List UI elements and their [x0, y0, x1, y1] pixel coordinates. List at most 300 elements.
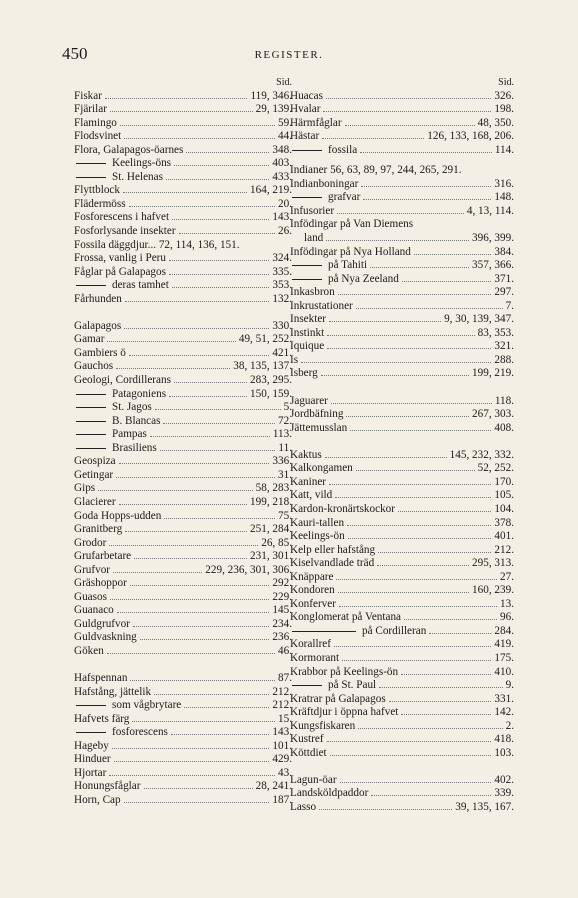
dot-leader [124, 320, 269, 329]
entry-term-text: Kelp eller hafstång [290, 543, 376, 556]
index-entry [290, 693, 514, 707]
entry-term-text: St. Helenas [112, 170, 163, 183]
index-entry [290, 666, 514, 680]
entry-term-text: som vågbrytare [112, 699, 182, 712]
entry-pages: 148. [494, 191, 514, 204]
entry-term [74, 469, 113, 483]
entry-term [74, 740, 109, 754]
entry-term-text: Grufarbetare [74, 550, 132, 563]
entry-term [290, 259, 367, 273]
entry-term [74, 604, 114, 618]
dot-leader [174, 374, 247, 383]
entry-pages: 43. [278, 766, 292, 779]
index-entry [290, 476, 514, 490]
entry-term [74, 523, 122, 537]
dot-leader [402, 273, 492, 282]
entry-term-text: Kräftdjur i öppna hafvet [290, 706, 399, 719]
entry-pages: 27. [500, 570, 514, 583]
index-entry [290, 259, 514, 273]
index-entry [290, 774, 514, 788]
entry-pages: 292. [272, 577, 292, 590]
entry-term [290, 557, 374, 571]
dot-leader [184, 699, 269, 708]
entry-term-text: Fjärilar [74, 103, 107, 116]
entry-pages: 46. [278, 644, 292, 657]
entry-pages: 132. [272, 292, 292, 305]
index-entry [290, 313, 514, 327]
entry-term [290, 218, 413, 232]
dot-leader [140, 631, 270, 640]
entry-term-text: Instinkt [290, 326, 325, 339]
dot-leader [389, 693, 492, 702]
entry-term [74, 510, 161, 524]
dot-leader [361, 178, 491, 187]
entry-pages: 145. [272, 604, 292, 617]
entry-pages: 105. [494, 489, 514, 502]
entry-term [290, 747, 327, 761]
repeat-dash [292, 265, 322, 266]
entry-term-text: Hageby [74, 739, 109, 752]
entry-term-text: på Nya Zeeland [328, 272, 399, 285]
entry-term-text: Gauchos [74, 360, 114, 373]
entry-term [290, 611, 401, 625]
entry-pages: 316. [494, 177, 514, 190]
dot-leader [327, 340, 491, 349]
entry-pages: 421. [272, 346, 292, 359]
entry-term-text: Kustref [290, 733, 324, 746]
dot-leader [154, 686, 269, 695]
entry-term-text: Geologi, Cordillerans [74, 374, 171, 387]
entry-term [290, 354, 298, 368]
entry-term [290, 191, 360, 205]
entry-term [290, 449, 322, 463]
repeat-dash [76, 394, 106, 395]
entry-term-text: på St. Paul [328, 679, 377, 692]
index-entry [74, 794, 292, 808]
entry-pages: 26, 85. [261, 536, 292, 549]
entry-term [74, 645, 104, 659]
index-entry [290, 205, 514, 219]
dot-leader [336, 571, 497, 580]
index-entry [74, 740, 292, 754]
entry-term-text: Flora, Galapagos-öarnes [74, 143, 184, 156]
entry-term-text: Grodor [74, 536, 107, 549]
dot-leader [172, 279, 270, 288]
entry-pages: 418. [494, 733, 514, 746]
entry-pages: 410. [494, 665, 514, 678]
entry-pages: 87. [278, 672, 292, 685]
dot-leader [379, 679, 502, 688]
entry-pages: 143. [272, 726, 292, 739]
index-column-right [290, 76, 514, 815]
index-entry [290, 747, 514, 761]
entry-term [290, 178, 358, 192]
entry-term-text: Gamar [74, 333, 105, 346]
entry-term [74, 374, 171, 388]
repeat-dash [292, 631, 356, 632]
entry-term [290, 652, 339, 666]
entry-term-text: Flodsvinet [74, 130, 122, 143]
dot-leader [323, 103, 491, 112]
dot-leader [155, 401, 281, 410]
entry-pages: 31. [278, 468, 292, 481]
index-entry [74, 428, 292, 442]
entry-term [74, 537, 106, 551]
index-entry [290, 611, 514, 625]
entry-pages: 58, 283. [255, 482, 292, 495]
entry-term-text: Infödingar på Nya Holland [290, 245, 411, 258]
index-entry [290, 90, 514, 104]
dot-leader [330, 747, 492, 756]
entry-pages: 126, 133, 168, 206. [427, 130, 514, 143]
entry-term-text: Infusorier [290, 204, 335, 217]
repeat-dash [76, 407, 106, 408]
entry-pages: 371. [494, 272, 514, 285]
dot-leader [322, 130, 424, 139]
dot-leader [179, 225, 275, 234]
index-entries-left [74, 90, 292, 808]
entry-term [290, 367, 318, 381]
entry-term [290, 144, 357, 158]
entry-pages: 331. [494, 692, 514, 705]
entry-term-text: fossila [328, 143, 358, 156]
index-entry [290, 178, 514, 192]
section-gap [290, 760, 514, 774]
dot-leader [327, 327, 474, 336]
entry-term [74, 388, 166, 402]
repeat-dash [76, 163, 106, 164]
entry-term [74, 130, 121, 144]
index-entry [74, 90, 292, 104]
entry-pages: 357, 366. [472, 259, 514, 272]
index-entry [74, 591, 292, 605]
entry-pages: 401. [494, 530, 514, 543]
index-entry [74, 699, 292, 713]
entry-term-text: Glacierer [74, 495, 116, 508]
entry-term [290, 462, 353, 476]
dot-leader [325, 449, 447, 458]
index-entry [74, 252, 292, 266]
dot-leader [371, 787, 491, 796]
entry-term [290, 313, 326, 327]
entry-term-text: Kalkongamen [290, 462, 353, 475]
entry-pages: 49, 51, 252. [238, 333, 292, 346]
index-entry [74, 320, 292, 334]
index-entry [74, 374, 292, 388]
dot-leader [378, 544, 491, 553]
index-entry [74, 564, 292, 578]
entry-term-text: Kardon-kronärtskockor [290, 502, 396, 515]
section-gap [290, 157, 514, 164]
dot-leader [346, 408, 469, 417]
index-entry [290, 638, 514, 652]
entry-pages: 52, 252. [477, 462, 514, 475]
entry-pages: 297. [494, 286, 514, 299]
dot-leader [347, 517, 491, 526]
index-entry [290, 327, 514, 341]
index-entry [74, 618, 292, 632]
index-entry [74, 672, 292, 686]
dot-leader [120, 117, 275, 126]
entry-term [74, 699, 181, 713]
entry-pages: 199, 218. [250, 495, 292, 508]
dot-leader [331, 395, 492, 404]
entry-term-text: Honungsfåglar [74, 780, 141, 793]
entry-term-text: på Tahiti [328, 259, 368, 272]
index-entry [290, 422, 514, 436]
entry-pages: 187. [272, 793, 292, 806]
dot-leader [134, 550, 247, 559]
entry-pages: 251, 284. [250, 523, 292, 536]
entry-term [74, 320, 121, 334]
entry-term-text: Lagun-öar [290, 773, 337, 786]
index-entry [290, 117, 514, 131]
index-entry [290, 489, 514, 503]
entry-term [74, 198, 126, 212]
index-entries-right [290, 90, 514, 815]
entry-term [74, 90, 102, 104]
entry-term [290, 489, 332, 503]
index-entry [290, 598, 514, 612]
entry-term-text: Inkasbron [290, 286, 335, 299]
index-entry [74, 388, 292, 402]
entry-pages: 288. [494, 353, 514, 366]
dot-leader [414, 246, 492, 255]
entry-pages: 75. [278, 509, 292, 522]
section-gap [290, 435, 514, 449]
index-entry [74, 293, 292, 307]
entry-term-text: St. Jagos [112, 401, 152, 414]
entry-pages: 234. [272, 617, 292, 630]
dot-leader [319, 801, 452, 810]
entry-pages: 353. [272, 279, 292, 292]
entry-term-text: Kormorant [290, 651, 340, 664]
entry-term [74, 686, 151, 700]
dot-leader [327, 733, 492, 742]
dot-leader [110, 103, 253, 112]
repeat-dash [76, 421, 106, 422]
entry-term-text: Flamingo [74, 116, 117, 129]
index-entry [74, 631, 292, 645]
entry-pages: 20. [278, 197, 292, 210]
entry-pages: 96. [500, 611, 514, 624]
entry-pages: 103. [494, 746, 514, 759]
repeat-dash [76, 434, 106, 435]
index-entry [74, 360, 292, 374]
entry-term-text: Jaguarer [290, 394, 328, 407]
entry-pages: 378. [494, 516, 514, 529]
index-entry [74, 442, 292, 456]
index-entry [290, 103, 514, 117]
entry-term [74, 564, 110, 578]
entry-term-text: Knäppare [290, 570, 334, 583]
entry-term [74, 780, 141, 794]
entry-term [74, 455, 116, 469]
entry-pages: 4, 13, 114. [466, 204, 514, 217]
entry-term-text: Hvalar [290, 103, 321, 116]
entry-term [74, 266, 166, 280]
entry-term-text: Flyttblock [74, 184, 120, 197]
entry-term [290, 246, 411, 260]
index-column-left [74, 76, 292, 808]
entry-term-text: Gambiers ö [74, 346, 126, 359]
entry-pages: 396, 399. [472, 232, 514, 245]
entry-pages: 384. [494, 245, 514, 258]
dot-leader [116, 360, 230, 369]
dot-leader [335, 489, 491, 498]
entry-pages: 335. [272, 265, 292, 278]
index-entry [74, 347, 292, 361]
dot-leader [119, 455, 270, 464]
index-entry [290, 733, 514, 747]
index-entry [74, 523, 292, 537]
dot-leader [401, 666, 491, 675]
entry-term-text: Iquique [290, 340, 325, 353]
entry-term-text: Horn, Cap [74, 793, 121, 806]
entry-term [74, 726, 168, 740]
index-entry [290, 571, 514, 585]
dot-leader [124, 794, 270, 803]
entry-term [290, 90, 323, 104]
entry-term [290, 130, 319, 144]
index-entry [290, 354, 514, 368]
entry-term-text: Brasiliens [112, 441, 157, 454]
entry-term-text: Konglomerat på Ventana [290, 611, 402, 624]
entry-pages: 39, 135, 167. [455, 800, 514, 813]
index-entry [290, 300, 514, 314]
entry-pages: 330. [272, 319, 292, 332]
entry-pages: 326. [494, 89, 514, 102]
entry-term [290, 232, 323, 246]
entry-pages: 143. [272, 211, 292, 224]
index-entry [290, 652, 514, 666]
index-entry [290, 340, 514, 354]
index-entry [290, 720, 514, 734]
index-entry [74, 577, 292, 591]
entry-pages: 114. [494, 143, 514, 156]
index-entry [290, 367, 514, 381]
index-entry [290, 232, 514, 246]
entry-term-text: Geospiza [74, 455, 116, 468]
entry-pages: 336. [272, 455, 292, 468]
index-entry [290, 557, 514, 571]
section-gap [74, 306, 292, 320]
index-entry [74, 279, 292, 293]
entry-pages: 164, 219. [250, 184, 292, 197]
index-entry [74, 415, 292, 429]
entry-term [290, 544, 375, 558]
entry-term [290, 625, 426, 639]
sid-column-label: Sid. [276, 77, 292, 88]
entry-term-text: Fiskar [74, 89, 102, 102]
dot-leader [350, 422, 491, 431]
entry-pages: 212. [272, 699, 292, 712]
entry-pages: 59. [278, 116, 292, 129]
entry-term [290, 598, 336, 612]
dot-leader [342, 652, 491, 661]
entry-term [74, 713, 129, 727]
dot-leader [339, 598, 497, 607]
dot-leader [360, 144, 492, 153]
entry-term [74, 550, 131, 564]
dot-leader [356, 300, 503, 309]
entry-pages: 13. [500, 597, 514, 610]
index-entry [74, 171, 292, 185]
entry-term-text: Katt, vild [290, 489, 333, 502]
entry-term-text: Kungsfiskaren [290, 719, 356, 732]
entry-pages: 26. [278, 225, 292, 238]
sid-column-label: Sid. [498, 77, 514, 88]
index-entry [290, 130, 514, 144]
entry-term-text: Hjortar [74, 766, 107, 779]
repeat-dash [76, 285, 106, 286]
dot-leader [113, 564, 202, 573]
entry-term [74, 753, 111, 767]
dot-leader [429, 625, 491, 634]
index-entry [74, 753, 292, 767]
entry-term-text: Inkrustationer [290, 299, 353, 312]
entry-term [290, 300, 353, 314]
entry-term [290, 774, 337, 788]
entry-pages: 348. [272, 143, 292, 156]
entry-term-text: grafvar [328, 191, 361, 204]
entry-term [290, 787, 368, 801]
entry-term [290, 638, 331, 652]
dot-leader [114, 753, 270, 762]
entry-term [74, 672, 127, 686]
index-entry [74, 455, 292, 469]
dot-leader [363, 191, 491, 200]
entry-term-text: Indianboningar [290, 177, 359, 190]
index-entry [74, 333, 292, 347]
index-entry [74, 537, 292, 551]
dot-leader [119, 496, 247, 505]
dot-leader [107, 645, 275, 654]
dot-leader [150, 428, 270, 437]
entry-term [290, 679, 376, 693]
entry-term [290, 340, 324, 354]
entry-term [290, 164, 462, 178]
index-entry [74, 198, 292, 212]
entry-term-text: B. Blancas [112, 414, 161, 427]
entry-pages: 150, 159. [250, 387, 292, 400]
entry-term-text: Frossa, vanlig i Peru [74, 252, 166, 265]
entry-term-text: Patagoniens [112, 387, 167, 400]
entry-term [290, 801, 316, 815]
dot-leader [172, 211, 269, 220]
index-entry [74, 144, 292, 158]
entry-pages: 433. [272, 170, 292, 183]
entry-term-text: Keelings-ön [290, 530, 345, 543]
entry-term [74, 157, 171, 171]
repeat-dash [76, 448, 106, 449]
dot-leader [169, 266, 269, 275]
index-entry [74, 157, 292, 171]
dot-leader [129, 198, 275, 207]
entry-term [74, 794, 121, 808]
index-entry [74, 211, 292, 225]
repeat-dash [292, 279, 322, 280]
entry-term-text: land [304, 232, 324, 245]
repeat-dash [292, 150, 322, 151]
entry-term-text: Hinduer [74, 753, 111, 766]
entry-term [74, 360, 113, 374]
entry-term [74, 767, 106, 781]
entry-term [290, 327, 324, 341]
entry-pages: 83, 353. [477, 326, 514, 339]
dot-leader [174, 157, 269, 166]
dot-leader [169, 388, 247, 397]
